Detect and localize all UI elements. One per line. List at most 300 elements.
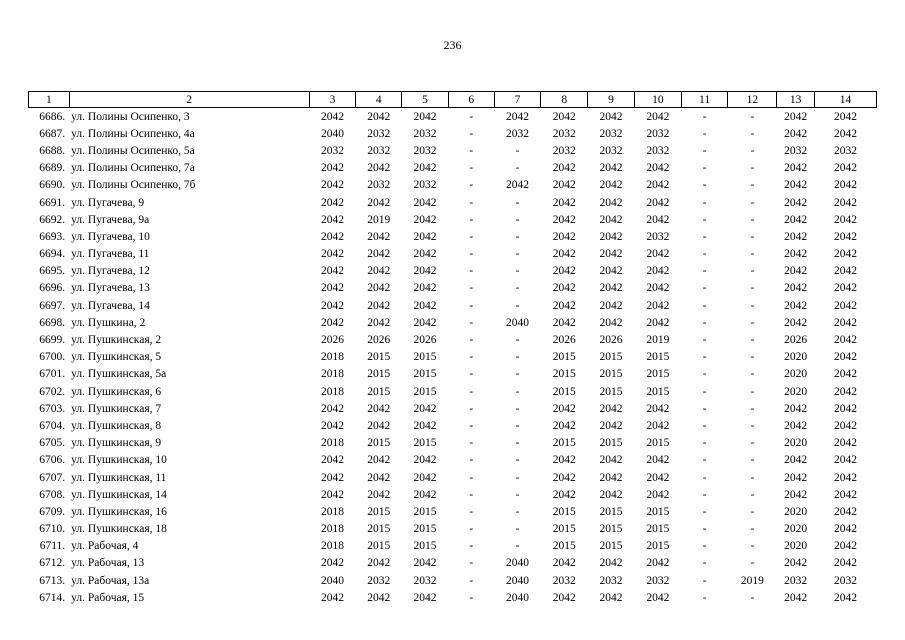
year-cell: 2042 <box>599 402 623 415</box>
year-cell: - <box>515 282 520 295</box>
year-cell: 2042 <box>784 419 808 432</box>
year-cell: 2042 <box>833 282 857 295</box>
address-cell: ул. Пушкинская, 11 <box>71 471 167 484</box>
row-number: 6714. <box>39 591 66 604</box>
year-cell: 2042 <box>599 179 623 192</box>
year-cell: 2015 <box>599 351 623 364</box>
year-cell: 2032 <box>367 179 391 192</box>
year-cell: 2042 <box>413 265 437 278</box>
year-cell: 2042 <box>413 196 437 209</box>
row-number: 6709. <box>39 505 66 518</box>
year-cell: 2015 <box>646 368 670 381</box>
year-cell: 2042 <box>833 127 857 140</box>
address-cell: ул. Рабочая, 15 <box>71 591 145 604</box>
year-cell: - <box>515 471 520 484</box>
year-cell: 2042 <box>599 196 623 209</box>
address-cell: ул. Пушкинская, 10 <box>71 454 167 467</box>
table-row <box>29 503 877 520</box>
row-number: 6702. <box>39 385 66 398</box>
year-cell: 2026 <box>367 334 391 347</box>
row-number: 6701. <box>39 368 66 381</box>
table-row <box>29 125 877 142</box>
year-cell: 2042 <box>833 591 857 604</box>
table-row <box>29 108 877 126</box>
year-cell: 2042 <box>833 230 857 243</box>
year-cell: - <box>469 557 474 570</box>
year-cell: 2042 <box>320 454 344 467</box>
year-cell: 2042 <box>320 196 344 209</box>
column-header-5: 5 <box>402 92 449 108</box>
row-number: 6704. <box>39 419 66 432</box>
address-cell: ул. Полины Осипенко, 7б <box>71 179 196 192</box>
address-cell: ул. Пугачева, 13 <box>71 282 150 295</box>
year-cell: - <box>469 402 474 415</box>
year-cell: 2042 <box>599 488 623 501</box>
year-cell: 2042 <box>413 299 437 312</box>
year-cell: 2015 <box>646 523 670 536</box>
year-cell: 2042 <box>599 162 623 175</box>
year-cell: 2042 <box>784 110 808 123</box>
year-cell: 2042 <box>320 557 344 570</box>
table-header-row <box>29 92 877 108</box>
year-cell: - <box>469 574 474 587</box>
year-cell: - <box>515 196 520 209</box>
year-cell: 2042 <box>413 454 437 467</box>
year-cell: 2015 <box>413 351 437 364</box>
year-cell: 2018 <box>320 351 344 364</box>
year-cell: 2040 <box>506 574 530 587</box>
row-number: 6711. <box>39 540 66 553</box>
year-cell: 2042 <box>552 488 576 501</box>
column-header-14: 14 <box>814 92 876 108</box>
table-row <box>29 246 877 263</box>
year-cell: 2042 <box>646 213 670 226</box>
year-cell: 2015 <box>552 540 576 553</box>
year-cell: - <box>515 248 520 261</box>
year-cell: - <box>750 316 755 329</box>
year-cell: 2042 <box>784 213 808 226</box>
year-cell: - <box>515 523 520 536</box>
year-cell: 2042 <box>784 591 808 604</box>
year-cell: - <box>702 557 707 570</box>
year-cell: - <box>750 144 755 157</box>
year-cell: 2042 <box>367 282 391 295</box>
year-cell: - <box>702 402 707 415</box>
year-cell: 2015 <box>552 368 576 381</box>
year-cell: 2042 <box>552 282 576 295</box>
year-cell: 2042 <box>320 591 344 604</box>
year-cell: - <box>469 488 474 501</box>
year-cell: - <box>702 523 707 536</box>
year-cell: 2015 <box>367 540 391 553</box>
address-cell: ул. Пугачева, 10 <box>71 230 150 243</box>
year-cell: 2042 <box>320 299 344 312</box>
year-cell: 2042 <box>833 162 857 175</box>
year-cell: - <box>750 454 755 467</box>
row-number: 6703. <box>39 402 66 415</box>
year-cell: 2042 <box>552 557 576 570</box>
year-cell: 2019 <box>367 213 391 226</box>
year-cell: - <box>750 437 755 450</box>
year-cell: 2042 <box>552 419 576 432</box>
year-cell: 2042 <box>413 488 437 501</box>
year-cell: 2015 <box>599 437 623 450</box>
year-cell: 2015 <box>646 385 670 398</box>
year-cell: 2042 <box>413 248 437 261</box>
year-cell: - <box>702 334 707 347</box>
address-cell: ул. Пугачева, 12 <box>71 265 150 278</box>
year-cell: 2042 <box>413 316 437 329</box>
year-cell: 2015 <box>646 437 670 450</box>
year-cell: 2042 <box>599 248 623 261</box>
year-cell: 2042 <box>599 299 623 312</box>
year-cell: 2032 <box>784 574 808 587</box>
row-number: 6710. <box>39 523 66 536</box>
address-cell: ул. Пугачева, 9а <box>71 213 150 226</box>
year-cell: 2042 <box>646 454 670 467</box>
year-cell: 2019 <box>646 334 670 347</box>
year-cell: - <box>750 540 755 553</box>
year-cell: 2042 <box>367 230 391 243</box>
year-cell: - <box>750 523 755 536</box>
table-body <box>29 108 877 607</box>
table-row <box>29 228 877 245</box>
table-row <box>29 331 877 348</box>
year-cell: 2042 <box>784 230 808 243</box>
year-cell: - <box>750 213 755 226</box>
year-cell: 2015 <box>367 351 391 364</box>
row-number: 6687. <box>39 127 66 140</box>
year-cell: - <box>469 523 474 536</box>
row-number: 6705. <box>39 437 66 450</box>
year-cell: 2032 <box>552 574 576 587</box>
year-cell: - <box>515 488 520 501</box>
year-cell: 2042 <box>833 454 857 467</box>
year-cell: - <box>750 110 755 123</box>
year-cell: 2042 <box>833 196 857 209</box>
year-cell: - <box>515 162 520 175</box>
year-cell: 2015 <box>413 540 437 553</box>
year-cell: 2015 <box>646 505 670 518</box>
year-cell: - <box>469 437 474 450</box>
year-cell: 2042 <box>367 299 391 312</box>
year-cell: - <box>469 282 474 295</box>
year-cell: 2042 <box>413 110 437 123</box>
year-cell: - <box>702 419 707 432</box>
table-row <box>29 314 877 331</box>
table-row <box>29 538 877 555</box>
year-cell: 2042 <box>413 591 437 604</box>
year-cell: - <box>750 557 755 570</box>
column-header-3: 3 <box>309 92 356 108</box>
year-cell: - <box>702 385 707 398</box>
year-cell: - <box>469 540 474 553</box>
document-table <box>28 91 877 606</box>
row-number: 6689. <box>39 162 66 175</box>
year-cell: 2042 <box>784 488 808 501</box>
address-cell: ул. Рабочая, 13 <box>71 557 145 570</box>
year-cell: 2015 <box>413 437 437 450</box>
year-cell: 2020 <box>784 351 808 364</box>
year-cell: - <box>469 248 474 261</box>
year-cell: - <box>702 144 707 157</box>
year-cell: 2032 <box>646 144 670 157</box>
year-cell: - <box>515 334 520 347</box>
year-cell: - <box>469 454 474 467</box>
row-number: 6698. <box>39 316 66 329</box>
year-cell: - <box>515 265 520 278</box>
year-cell: 2042 <box>784 557 808 570</box>
row-number: 6690. <box>39 179 66 192</box>
year-cell: 2042 <box>506 110 530 123</box>
address-cell: ул. Полины Осипенко, 7а <box>71 162 195 175</box>
year-cell: - <box>515 505 520 518</box>
year-cell: 2042 <box>833 351 857 364</box>
year-cell: 2042 <box>367 265 391 278</box>
year-cell: - <box>515 351 520 364</box>
year-cell: 2042 <box>413 213 437 226</box>
year-cell: - <box>750 248 755 261</box>
year-cell: 2042 <box>413 230 437 243</box>
year-cell: - <box>702 591 707 604</box>
address-cell: ул. Пугачева, 9 <box>71 196 145 209</box>
year-cell: 2042 <box>552 265 576 278</box>
year-cell: - <box>469 179 474 192</box>
year-cell: 2032 <box>833 574 857 587</box>
year-cell: 2042 <box>784 282 808 295</box>
year-cell: - <box>702 505 707 518</box>
year-cell: 2032 <box>413 127 437 140</box>
row-number: 6693. <box>39 230 66 243</box>
year-cell: 2042 <box>320 179 344 192</box>
year-cell: - <box>702 282 707 295</box>
address-cell: ул. Полины Осипенко, 5а <box>71 144 195 157</box>
row-number: 6699. <box>39 334 66 347</box>
year-cell: 2042 <box>646 557 670 570</box>
year-cell: - <box>702 574 707 587</box>
year-cell: - <box>469 419 474 432</box>
year-cell: - <box>750 265 755 278</box>
year-cell: - <box>702 162 707 175</box>
year-cell: - <box>750 402 755 415</box>
table-row <box>29 263 877 280</box>
year-cell: 2015 <box>367 437 391 450</box>
row-number: 6688. <box>39 144 66 157</box>
table-row <box>29 160 877 177</box>
year-cell: 2015 <box>367 505 391 518</box>
year-cell: 2020 <box>784 540 808 553</box>
column-header-8: 8 <box>541 92 588 108</box>
year-cell: 2040 <box>320 574 344 587</box>
address-cell: ул. Пушкинская, 6 <box>71 385 162 398</box>
year-cell: - <box>702 488 707 501</box>
year-cell: 2042 <box>320 402 344 415</box>
year-cell: 2042 <box>320 248 344 261</box>
year-cell: 2042 <box>552 248 576 261</box>
year-cell: 2032 <box>784 144 808 157</box>
year-cell: 2042 <box>599 454 623 467</box>
year-cell: 2026 <box>320 334 344 347</box>
year-cell: 2026 <box>599 334 623 347</box>
year-cell: 2042 <box>599 591 623 604</box>
year-cell: - <box>750 351 755 364</box>
year-cell: 2042 <box>599 110 623 123</box>
year-cell: 2042 <box>320 419 344 432</box>
table-row <box>29 297 877 314</box>
year-cell: 2015 <box>552 351 576 364</box>
row-number: 6708. <box>39 488 66 501</box>
table-row <box>29 417 877 434</box>
year-cell: 2042 <box>413 557 437 570</box>
table-row <box>29 572 877 589</box>
year-cell: - <box>702 299 707 312</box>
year-cell: 2042 <box>413 282 437 295</box>
year-cell: - <box>469 144 474 157</box>
row-number: 6691. <box>39 196 66 209</box>
year-cell: 2032 <box>833 144 857 157</box>
year-cell: - <box>702 368 707 381</box>
year-cell: 2042 <box>320 316 344 329</box>
year-cell: 2042 <box>833 557 857 570</box>
year-cell: 2018 <box>320 523 344 536</box>
year-cell: 2042 <box>784 402 808 415</box>
year-cell: 2042 <box>646 402 670 415</box>
year-cell: 2042 <box>599 282 623 295</box>
year-cell: 2042 <box>833 248 857 261</box>
year-cell: 2032 <box>646 574 670 587</box>
year-cell: - <box>469 385 474 398</box>
year-cell: 2015 <box>599 385 623 398</box>
year-cell: 2042 <box>646 591 670 604</box>
year-cell: 2015 <box>599 368 623 381</box>
column-header-10: 10 <box>634 92 681 108</box>
year-cell: 2042 <box>599 265 623 278</box>
year-cell: - <box>515 402 520 415</box>
year-cell: 2042 <box>367 316 391 329</box>
year-cell: 2042 <box>646 110 670 123</box>
table-row <box>29 521 877 538</box>
address-cell: ул. Пушкинская, 16 <box>71 505 167 518</box>
year-cell: - <box>515 419 520 432</box>
address-cell: ул. Пушкинская, 8 <box>71 419 162 432</box>
year-cell: 2026 <box>552 334 576 347</box>
address-cell: ул. Пугачева, 11 <box>71 248 150 261</box>
year-cell: - <box>750 299 755 312</box>
year-cell: 2015 <box>413 368 437 381</box>
year-cell: - <box>702 316 707 329</box>
year-cell: 2042 <box>367 402 391 415</box>
year-cell: 2042 <box>833 110 857 123</box>
year-cell: - <box>702 454 707 467</box>
year-cell: - <box>702 213 707 226</box>
year-cell: 2018 <box>320 437 344 450</box>
year-cell: 2015 <box>367 385 391 398</box>
year-cell: - <box>702 248 707 261</box>
year-cell: 2015 <box>552 385 576 398</box>
year-cell: 2042 <box>552 402 576 415</box>
year-cell: - <box>702 437 707 450</box>
column-header-13: 13 <box>777 92 815 108</box>
year-cell: 2032 <box>367 574 391 587</box>
year-cell: 2042 <box>833 523 857 536</box>
year-cell: 2032 <box>506 127 530 140</box>
year-cell: 2015 <box>552 505 576 518</box>
year-cell: 2015 <box>599 505 623 518</box>
year-cell: 2042 <box>833 265 857 278</box>
year-cell: 2042 <box>833 334 857 347</box>
year-cell: 2020 <box>784 505 808 518</box>
year-cell: 2042 <box>413 471 437 484</box>
row-number: 6692. <box>39 213 66 226</box>
year-cell: - <box>750 127 755 140</box>
year-cell: 2042 <box>552 299 576 312</box>
year-cell: 2042 <box>552 213 576 226</box>
year-cell: - <box>469 265 474 278</box>
table-row <box>29 452 877 469</box>
year-cell: 2015 <box>599 523 623 536</box>
address-cell: ул. Пушкинская, 14 <box>71 488 167 501</box>
year-cell: 2015 <box>646 351 670 364</box>
year-cell: - <box>750 591 755 604</box>
year-cell: 2042 <box>599 471 623 484</box>
address-cell: ул. Пушкинская, 7 <box>71 402 162 415</box>
table-row <box>29 435 877 452</box>
year-cell: 2042 <box>552 454 576 467</box>
year-cell: - <box>469 351 474 364</box>
row-number: 6696. <box>39 282 66 295</box>
year-cell: - <box>750 488 755 501</box>
year-cell: 2042 <box>599 557 623 570</box>
year-cell: - <box>750 385 755 398</box>
table-row <box>29 400 877 417</box>
year-cell: 2032 <box>367 127 391 140</box>
year-cell: 2042 <box>367 488 391 501</box>
row-number: 6695. <box>39 265 66 278</box>
year-cell: 2032 <box>552 127 576 140</box>
year-cell: 2032 <box>646 230 670 243</box>
year-cell: 2015 <box>413 505 437 518</box>
year-cell: 2042 <box>320 213 344 226</box>
year-cell: - <box>702 540 707 553</box>
year-cell: 2026 <box>784 334 808 347</box>
year-cell: - <box>515 385 520 398</box>
table-row <box>29 469 877 486</box>
year-cell: 2032 <box>367 144 391 157</box>
year-cell: 2015 <box>367 368 391 381</box>
year-cell: - <box>469 334 474 347</box>
year-cell: 2042 <box>552 179 576 192</box>
year-cell: - <box>702 351 707 364</box>
table-row <box>29 349 877 366</box>
column-header-11: 11 <box>681 92 728 108</box>
year-cell: 2042 <box>833 505 857 518</box>
year-cell: 2018 <box>320 540 344 553</box>
year-cell: 2042 <box>367 454 391 467</box>
year-cell: 2042 <box>646 162 670 175</box>
column-header-6: 6 <box>448 92 494 108</box>
year-cell: 2042 <box>552 471 576 484</box>
address-cell: ул. Рабочая, 4 <box>71 540 139 553</box>
year-cell: - <box>750 196 755 209</box>
year-cell: 2026 <box>413 334 437 347</box>
year-cell: 2042 <box>599 316 623 329</box>
column-header-12: 12 <box>728 92 777 108</box>
year-cell: 2032 <box>413 574 437 587</box>
year-cell: 2042 <box>784 162 808 175</box>
year-cell: 2015 <box>367 523 391 536</box>
year-cell: 2042 <box>833 488 857 501</box>
year-cell: 2042 <box>552 230 576 243</box>
